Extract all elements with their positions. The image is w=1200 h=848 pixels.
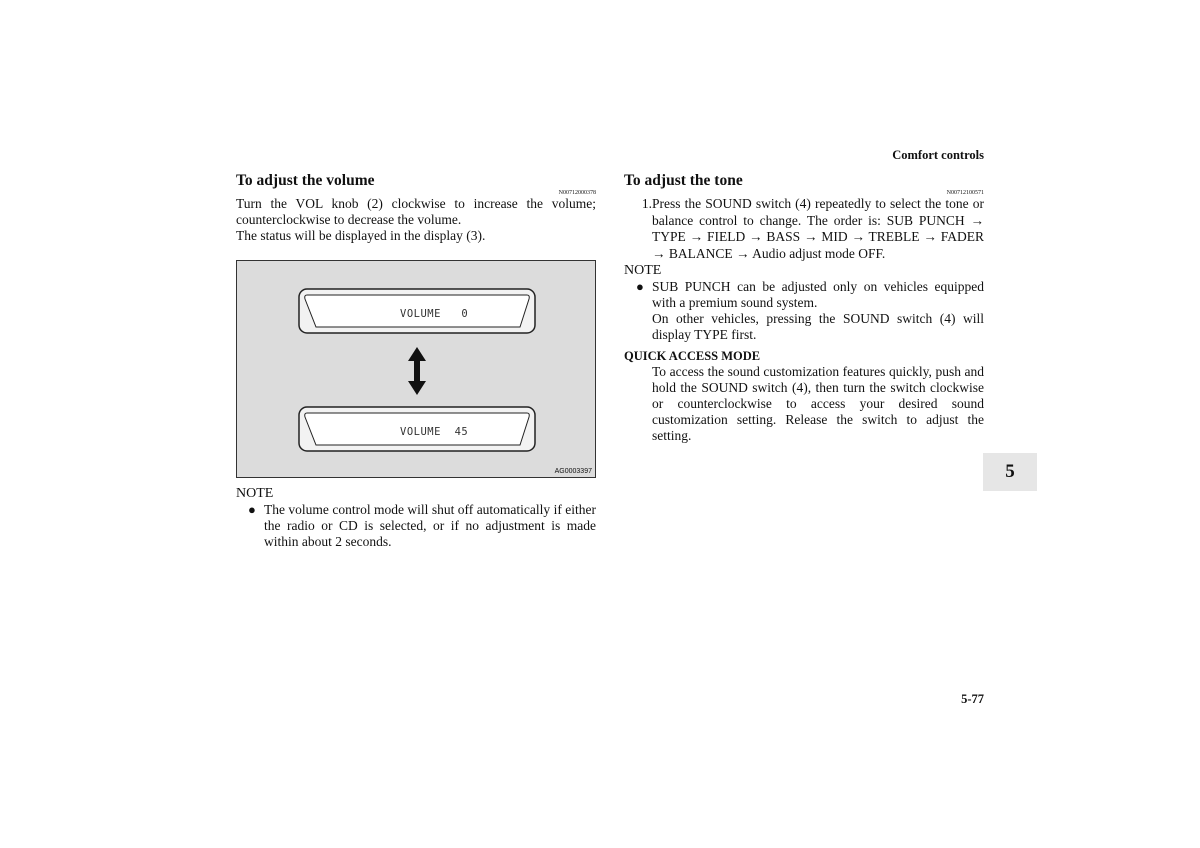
page-number: 5-77 bbox=[961, 692, 984, 706]
step-text: Press the SOUND switch (4) repeatedly to select the tone or balance control to change. The order is: SUB PUNCH → TYPE → FIELD → BASS → MID → TREBLE → FADER → BALANCE → Audio adjust mode OFF. bbox=[652, 196, 984, 261]
section-header: Comfort controls bbox=[892, 148, 984, 162]
display-top-text: VOLUME 0 bbox=[400, 308, 469, 320]
volume-figure bbox=[236, 260, 596, 478]
tone-code: N00712100571 bbox=[946, 190, 984, 196]
tone-section bbox=[624, 172, 984, 444]
tone-note-text-1: SUB PUNCH can be adjusted only on vehicles equipped with a premium sound system. bbox=[652, 279, 984, 310]
note-title: NOTE bbox=[236, 486, 274, 501]
bullet-icon: ● bbox=[636, 279, 644, 294]
volume-code: N00712000378 bbox=[558, 190, 596, 196]
display-bottom-text: VOLUME 45 bbox=[400, 426, 469, 438]
volume-heading: To adjust the volume bbox=[236, 172, 375, 189]
volume-note bbox=[236, 486, 596, 550]
volume-paragraph-2: The status will be displayed in the display (3). bbox=[236, 228, 486, 243]
step-number: 1. bbox=[641, 196, 652, 211]
volume-paragraph-1: Turn the VOL knob (2) clockwise to increase the volume; counterclockwise to decrease the volume. bbox=[236, 196, 596, 227]
display-bottom bbox=[299, 407, 535, 451]
note-text: The volume control mode will shut off automatically if either the radio or CD is selected, or if no adjustment is made within about 2 seconds. bbox=[264, 502, 596, 549]
tone-heading: To adjust the tone bbox=[624, 172, 743, 189]
chapter-tab: 5 bbox=[983, 453, 1037, 491]
tone-note-text-2: On other vehicles, pressing the SOUND switch (4) will display TYPE first. bbox=[652, 311, 984, 342]
volume-section bbox=[236, 172, 596, 244]
quick-access-text: To access the sound customization features quickly, push and hold the SOUND switch (4), then turn the switch clockwise or counterclockwise to access your desired sound customization setting. Release the switch to adjust the setting. bbox=[652, 364, 984, 443]
bullet-icon: ● bbox=[248, 502, 256, 517]
figure-code: AG0003397 bbox=[554, 468, 592, 475]
tone-note-title: NOTE bbox=[624, 263, 662, 278]
quick-access-heading: QUICK ACCESS MODE bbox=[624, 349, 761, 363]
display-top bbox=[299, 289, 535, 333]
double-arrow-icon bbox=[408, 347, 426, 395]
